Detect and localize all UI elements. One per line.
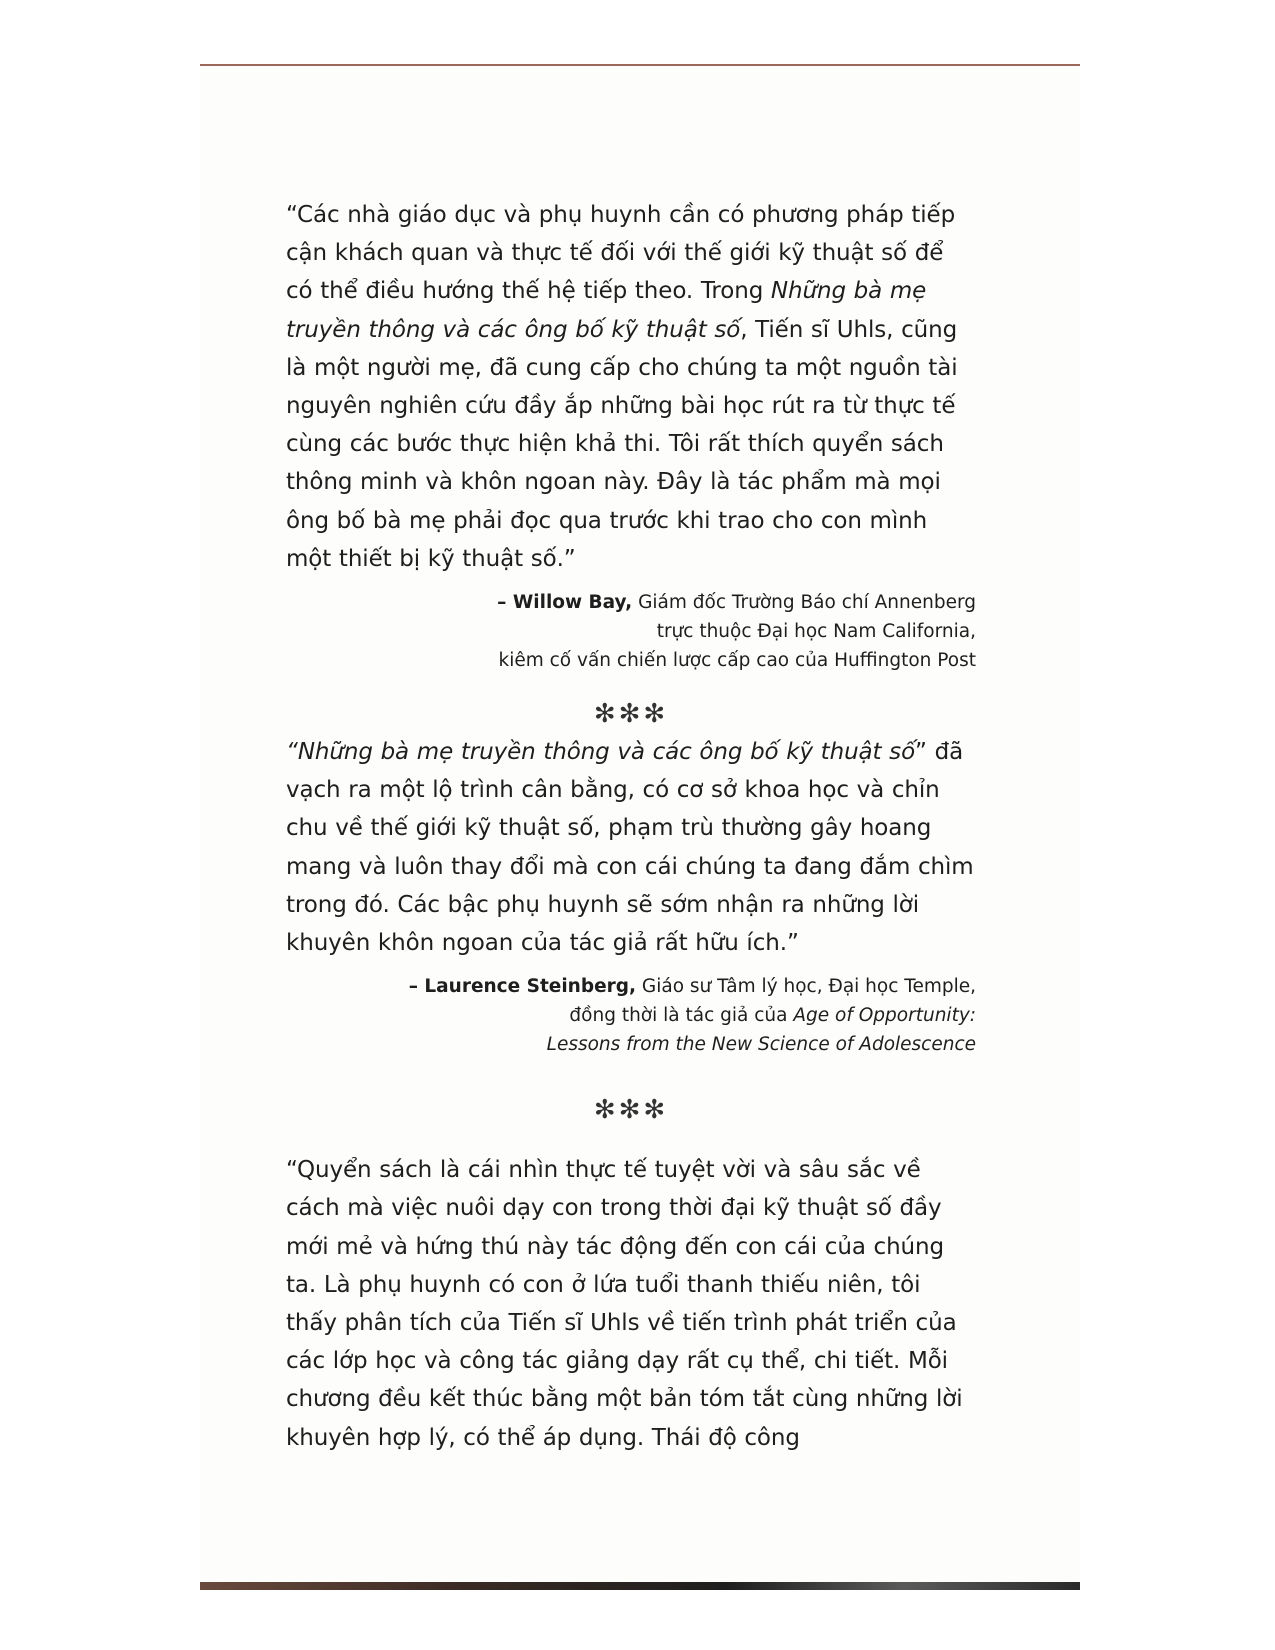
attribution-segment: đồng thời là tác giả của — [569, 1005, 794, 1027]
section-separator: ✻✻✻ — [593, 699, 669, 730]
attribution-segment: kiêm cố vấn chiến lược cấp cao của Huffington Post — [498, 650, 976, 672]
attribution-line — [286, 1001, 976, 1030]
attribution-segment: trực thuộc Đại học Nam California, — [656, 621, 976, 643]
quote-segment: “Quyển sách là cái nhìn thực tế tuyệt vời và sâu sắc về cách mà việc nuôi dạy con trong thời đại kỹ thuật số đầy mới mẻ và hứng thú này tác động đến con cái của chúng ta. Là phụ huynh có con ở lứa tuổi thanh thiếu niên, tôi thấy phân tích của Tiến sĩ Uhls về tiến trình phát triển của các lớp học và công tác giảng dạy rất cụ thể, chi tiết. Mỗi chương đều kết thúc bằng một bản tóm tắt cùng những lời khuyên hợp lý, có thể áp dụng. Thái độ công — [286, 1157, 963, 1451]
quote-segment-italic: Những bà mẹ truyền thông và các ông bố kỹ thuật số — [286, 278, 927, 343]
quote-2-attribution — [286, 972, 976, 1059]
book-page — [200, 66, 1080, 1584]
attribution-author-name: – Laurence Steinberg, — [408, 976, 637, 998]
quote-2-text — [286, 733, 976, 962]
quote-segment: “Các nhà giáo dục và phụ huynh cần có phương pháp tiếp cận khách quan và thực tế đối với thế giới kỹ thuật số để có thể điều hướng thế hệ tiếp theo. Trong — [286, 202, 956, 305]
attribution-line — [286, 617, 976, 646]
quote-3-text — [286, 1151, 976, 1457]
attribution-line — [286, 588, 976, 617]
attribution-line — [286, 972, 976, 1001]
quote-segment-italic: “Những bà mẹ truyền thông và các ông bố kỹ thuật số — [286, 739, 916, 766]
quote-segment: , Tiến sĩ Uhls, cũng là một người mẹ, đã cung cấp cho chúng ta một nguồn tài nguyên nghiên cứu đầy ắp những bài học rút ra từ thực tế cùng các bước thực hiện khả thi. Tôi rất thích quyển sách thông minh và khôn ngoan này. Đây là tác phẩm mà mọi ông bố bà mẹ phải đọc qua trước khi trao cho con mình một thiết bị kỹ thuật số.” — [286, 316, 958, 572]
attribution-author-name: – Willow Bay, — [497, 592, 633, 614]
attribution-segment: Giám đốc Trường Báo chí Annenberg — [632, 592, 976, 614]
page-content — [286, 196, 976, 1457]
attribution-line — [286, 1030, 976, 1059]
quote-1-text — [286, 196, 976, 578]
attribution-segment: Giáo sư Tâm lý học, Đại học Temple, — [636, 976, 976, 998]
quote-1-attribution — [286, 588, 976, 675]
section-separator: ✻✻✻ — [593, 1095, 669, 1126]
attribution-segment-italic: Lessons from the New Science of Adolescence — [546, 1034, 976, 1056]
attribution-line — [286, 646, 976, 675]
quote-segment: ” đã vạch ra một lộ trình cân bằng, có cơ sở khoa học và chỉn chu về thế giới kỹ thuật số, phạm trù thường gây hoang mang và luôn thay đổi mà con cái chúng ta đang đắm chìm trong đó. Các bậc phụ huynh sẽ sớm nhận ra những lời khuyên khôn ngoan của tác giả rất hữu ích.” — [286, 739, 974, 957]
attribution-segment-italic: Age of Opportunity: — [793, 1005, 976, 1027]
page-bottom-edge — [200, 1582, 1080, 1590]
